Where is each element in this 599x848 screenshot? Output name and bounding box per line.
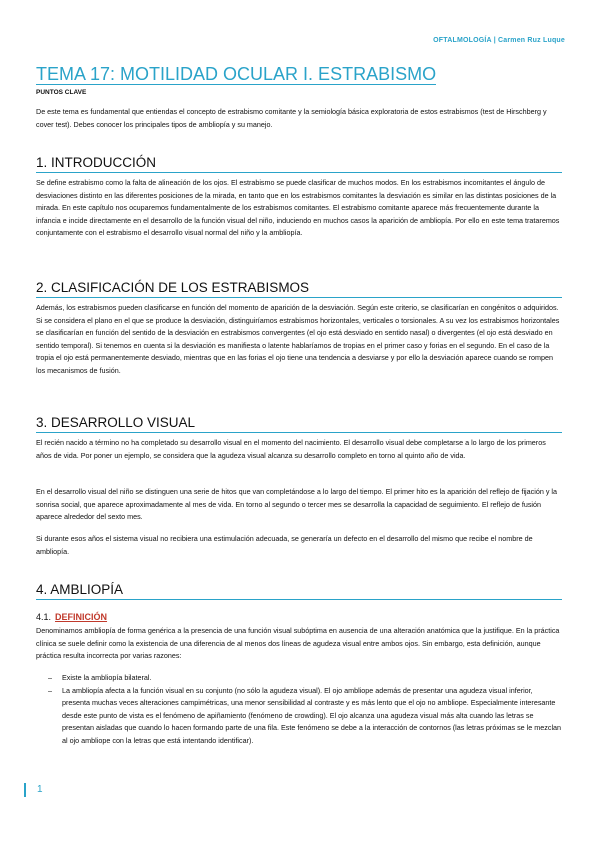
section-paragraph: Además, los estrabismos pueden clasificarse en función del momento de aparición de la desviación. Según este criterio, se clasificarían en congénitos o adquiridos. Si se considera el plano en el que se produce la desviación, distinguiríamos estrabismos horizontales, verticales o torsionales. A su vez los estrabismos horizontales se clasificarían en función del sentido de la desviación en estrabismos convergentes (el ojo está desviado en sentido nasal) o divergentes (el ojo está desviado en sentido temporal). Si tenemos en cuenta si la desviación es manifiesta o latente hablaríamos de tropias en el primer caso y forias en el segundo. En el caso de la tropia el ojo está permanentemente desviado, mientras que en las forias el ojo tiene una tendencia a desviarse y por ello la desviación aparece cuando se rompen los mecanismos de fusión. [36, 303, 560, 375]
section-rule [36, 432, 562, 433]
subsection-heading-definicion [36, 612, 107, 622]
bullet-dash: – [48, 685, 52, 695]
document-title: TEMA 17: MOTILIDAD OCULAR I. ESTRABISMO [36, 64, 437, 84]
header-author: Carmen Ruz Luque [498, 37, 565, 44]
subsection-title: DEFINICIÓN [55, 612, 108, 622]
key-points-label: PUNTOS CLAVE [36, 89, 87, 96]
footer-accent-bar [24, 783, 26, 797]
bullet-list [36, 672, 562, 747]
title-underline [36, 84, 436, 85]
section-heading-clasificacion: 2. CLASIFICACIÓN DE LOS ESTRABISMOS [36, 280, 310, 295]
section-rule [36, 172, 562, 173]
section-paragraph: El recién nacido a término no ha completado su desarrollo visual en el momento del nacimiento. El desarrollo visual debe completarse a lo largo de los primeros años de vida. Por poner un ejemplo, se considera que la agudeza visual alcanza su desarrollo completo en torno al quinto año de vida. [36, 438, 546, 460]
list-item-text: La ambliopía afecta a la función visual en su conjunto (no sólo la agudeza visual). El ojo ambliope además de presentar una agudeza visual inferior, presenta muchas veces alteraciones campimétricas, una menor sensibilidad al contraste y es más lento que el ojo no ambliope. Especialmente interesante desde este punto de vista es el fenómeno de apiñamiento (fenómeno de crowding). El ojo alcanza una agudeza visual más alta cuando las letras se presentan aisladas que cuando lo hacen formando parte de una fila. Este fenómeno se debe a la interacción de contornos (las letras próximas se le mezclan al ojo ambliope con la letras que está intentando identificar). [62, 685, 562, 745]
section-rule [36, 297, 562, 298]
section-paragraph: Denominamos ambliopía de forma genérica a la presencia de una función visual subóptima en ausencia de una alteración anatómica que la justifique. En la práctica clínica se suele definir como la existencia de una diferencia de al menos dos líneas de agudeza visual entre ambos ojos. Sin embargo, esta definición, aunque práctica resulta incorrecta por varias razones: [36, 626, 560, 660]
list-item [36, 685, 562, 748]
header-subject: OFTALMOLOGÍA [433, 37, 492, 44]
subsection-number: 4.1. [36, 612, 52, 622]
section-paragraph: Si durante esos años el sistema visual no recibiera una estimulación adecuada, se generaría un defecto en el desarrollo del mismo que recibe el nombre de ambliopía. [36, 534, 533, 556]
section-paragraph: En el desarrollo visual del niño se distinguen una serie de hitos que van completándose a lo largo del tiempo. El primer hito es la aparición del reflejo de fijación y la sonrisa social, que aparece aproximadamente al mes de vida. En torno al segundo o tercer mes se desarrolla la capacidad de seguimiento. El reflejo de fusión aparece alrededor del sexto mes. [36, 487, 557, 521]
section-heading-ambliopia: 4. AMBLIOPÍA [36, 582, 124, 597]
section-rule [36, 599, 562, 600]
header-separator: | [493, 37, 496, 44]
key-points-text: De este tema es fundamental que entiendas el concepto de estrabismo comitante y la semiología básica exploratoria de estos estrabismos (test de Hirschberg y cover test). Debes conocer los principales tipos de ambliopía y su manejo. [36, 107, 547, 129]
list-item-text: Existe la ambliopía bilateral. [62, 673, 152, 682]
section-paragraph: Se define estrabismo como la falta de alineación de los ojos. El estrabismo se puede clasificar de muchos modos. En los estrabismos incomitantes el ángulo de desviaciones distinto en las diferentes posiciones de la mirada, en tanto que en los estrabismos comitantes la desviación es similar en las distintas posiciones de la mirada. En este capítulo nos ocuparemos fundamentalmente de los estrabismos comitantes. El estrabismo comitante aparece más frecuentemente durante la infancia e incide directamente en el desarrollo de la función visual del niño, induciendo en muchos casos la aparición de ambliopía. Por ello en este tema trataremos conjuntamente con el estrabismo el desarrollo visual normal del niño y la ambliopía. [36, 178, 560, 237]
section-heading-desarrollo-visual: 3. DESARROLLO VISUAL [36, 415, 196, 430]
bullet-dash: – [48, 673, 52, 682]
section-heading-introduccion: 1. INTRODUCCIÓN [36, 155, 157, 170]
running-header [433, 37, 565, 44]
list-item [36, 672, 562, 685]
page-number: 1 [37, 784, 43, 795]
